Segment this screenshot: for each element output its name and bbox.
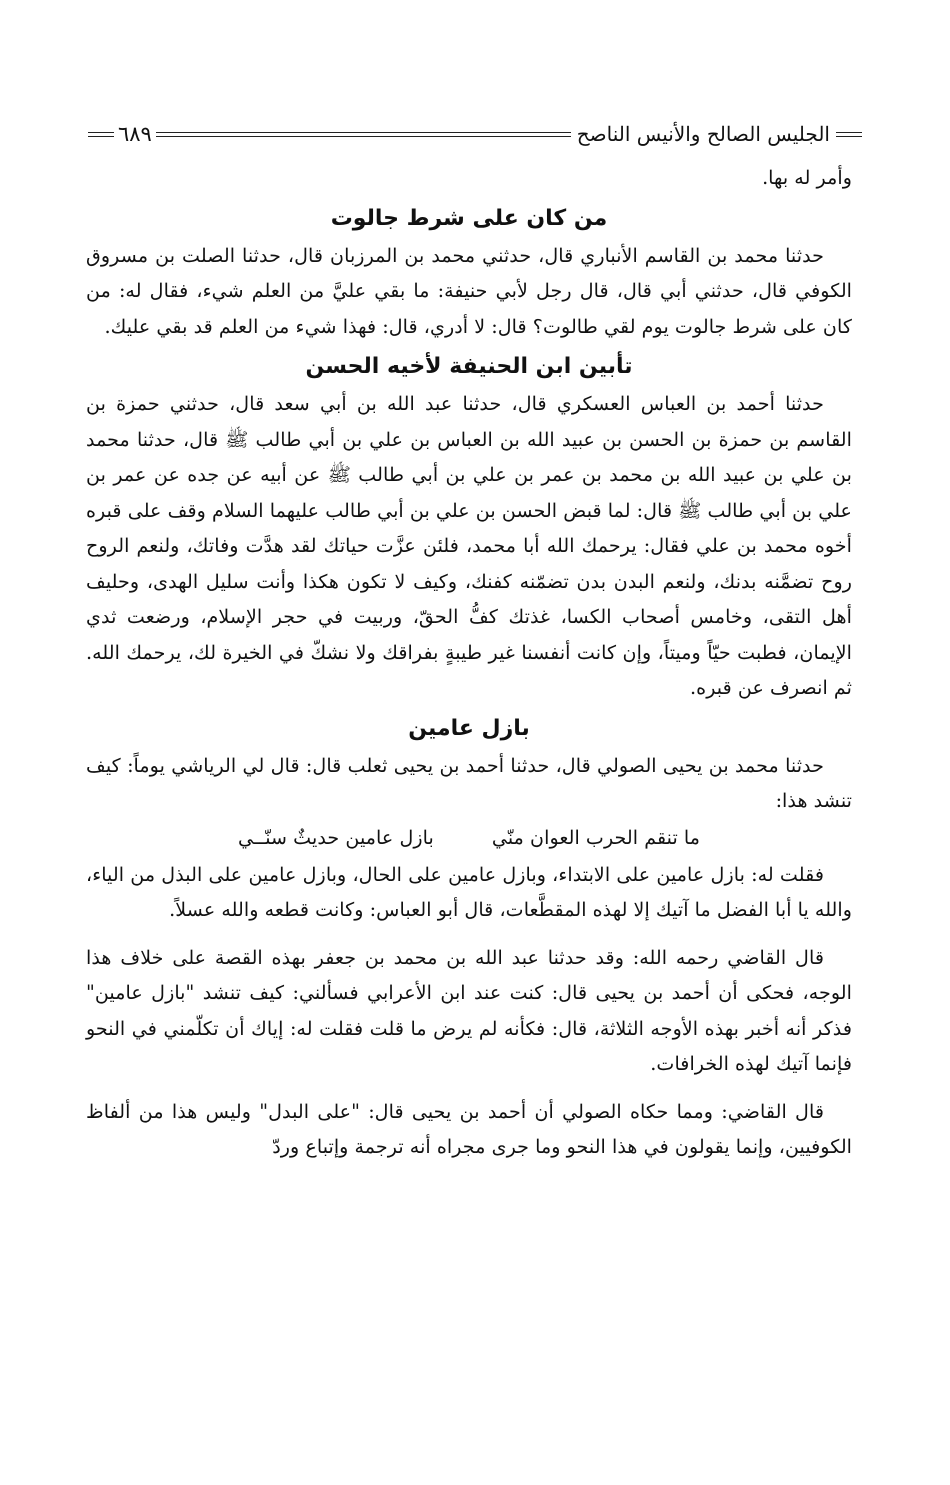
section-heading: بازل عامين [408,715,530,741]
header-rule-right [836,132,862,137]
paragraph-spacer [86,928,852,940]
body-paragraph: قال القاضي رحمه الله: وقد حدثنا عبد الله بن محمد بن جعفر بهذه القصة على خلاف هذا الوجه، فحكى أن أحمد بن يحيى قال: كنت عند ابن الأعرابي فسألني: كيف تنشد "بازل عامين" فذكر أنه أخبر بهذه الأوجه الثلاثة، قال: فكأنه لم يرض ما قلت فقلت له: إياك أن تكلّمني في النحو فإنما آتيك لهذه الخرافات. [86,945,852,1075]
section-heading: من كان على شرط جالوت [330,205,608,231]
header-rule-middle [156,132,571,137]
body-paragraph: حدثنا محمد بن يحيى الصولي قال، حدثنا أحمد بن يحيى ثعلب قال: قال لي الرياشي يوماً: كيف تنشد هذا: [86,753,852,812]
body-line: وأمر له بها. [762,166,852,189]
verse-hemistich-second: بازل عامين حديثٌ سنّــي [237,825,434,849]
section-heading: تأبين ابن الحنيفة لأخيه الحسن [305,354,633,379]
running-title: الجليس الصالح والأنيس الناصح [576,122,830,146]
verse-hemistich-first: ما تنقم الحرب العوان منّي [491,825,701,849]
header-rule-left [88,132,114,137]
body-paragraph: فقلت له: بازل عامين على الابتداء، وبازل عامين على الحال، وبازل عامين على البذل من الياء، والله يا أبا الفضل ما آتيك إلا لهذه المقطَّعات، قال أبو العباس: وكانت قطعه والله عسلاً. [86,862,852,921]
running-header [88,116,862,152]
page-number: ٦٨٩ [118,122,152,146]
body-paragraph: حدثنا محمد بن القاسم الأنباري قال، حدثني محمد بن المرزبان قال، حدثنا الصلت بن مسروق الكوفي قال، حدثني أبي قال، قال رجل لأبي حنيفة: ما بقي عليَّ من العلم شيء، فقال له: من كان على شرط جالوت يوم لقي طالوت؟ قال: لا أدري، قال: فهذا شيء من العلم قد بقي عليك. [86,243,852,338]
body-paragraph: قال القاضي: ومما حكاه الصولي أن أحمد بن يحيى قال: "على البدل" وليس هذا من ألفاظ الكوفيين، وإنما يقولون في هذا النحو وما جرى مجراه أنه ترجمة وإتباع وردّ [86,1099,852,1158]
page-body [86,160,852,1165]
paragraph-spacer [86,1082,852,1094]
body-paragraph: حدثنا أحمد بن العباس العسكري قال، حدثنا عبد الله بن أبي سعد قال، حدثني حمزة بن القاسم بن حمزة بن الحسن بن عبيد الله بن العباس بن علي بن أبي طالب ﷺ قال، حدثنا محمد بن علي بن عبيد الله بن محمد بن عمر بن علي بن أبي طالب ﷺ عن أبيه عن جده عن عمر بن علي بن أبي طالب ﷺ قال: لما قبض الحسن بن علي بن أبي طالب عليهما السلام وقف على قبره أخوه محمد بن علي فقال: يرحمك الله أبا محمد، فلئن عزَّت حياتك لقد هدَّت وفاتك، ولنعم الروح روح تضمَّنه بدنك، ولنعم البدن بدن تضمّنه كفنك، وكيف لا تكون هكذا وأنت سليل الهدى، وحليف أهل التقى، وخامس أصحاب الكسا، غذتك كفُّ الحقّ، وربيت في حجر الإسلام، ورضعت ثدي الإيمان، فطبت حيّاً وميتاً، وإن كانت أنفسنا غير طيبةٍ بفراقك ولا نشكّ في الخيرة لك، يرحمك الله. ثم انصرف عن قبره. [86,392,852,699]
poetry-verse [86,819,852,857]
